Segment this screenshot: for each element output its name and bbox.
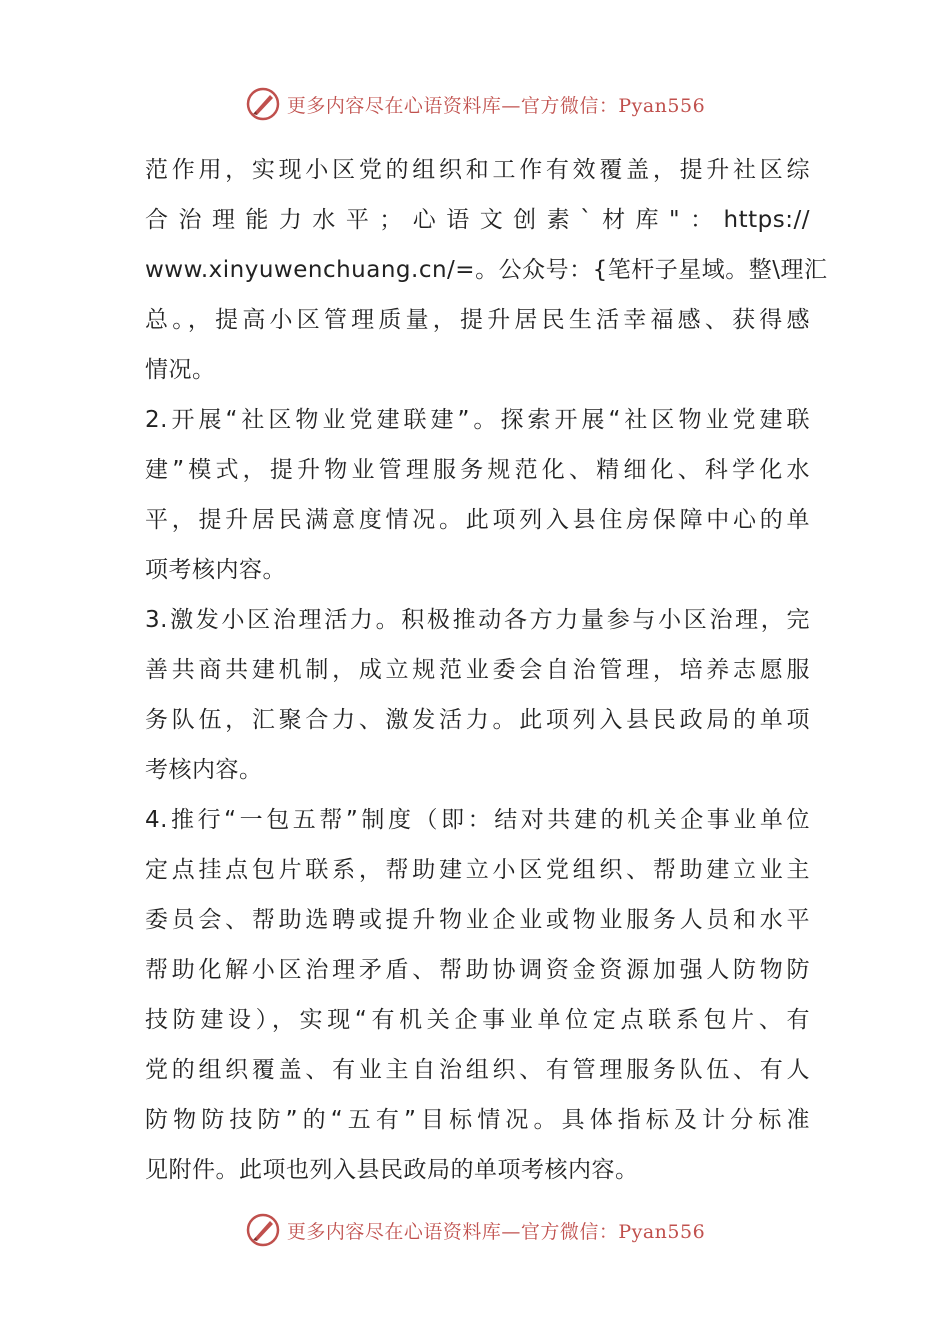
body-line: 定点挂点包片联系，帮助建立小区党组织、帮助建立业主 <box>145 857 810 883</box>
body-line: 4.推行“一包五帮”制度（即：结对共建的机关企事业单位 <box>145 807 810 833</box>
body-line: 平，提升居民满意度情况。此项列入县住房保障中心的单 <box>145 507 810 533</box>
quill-pen-logo-icon <box>245 1212 281 1248</box>
body-line: 党的组织覆盖、有业主自治组织、有管理服务队伍、有人 <box>145 1057 810 1083</box>
body-line: 项考核内容。 <box>145 557 286 583</box>
body-line: 范作用，实现小区党的组织和工作有效覆盖，提升社区综 <box>145 157 810 183</box>
document-body <box>145 145 828 1195</box>
body-line: 考核内容。 <box>145 757 263 783</box>
body-line: 帮助化解小区治理矛盾、帮助协调资金资源加强人防物防 <box>145 957 810 983</box>
body-line: 防物防技防”的“五有”目标情况。具体指标及计分标准 <box>145 1107 810 1133</box>
watermark-text: 更多内容尽在心语资料库—官方微信：Pyan556 <box>286 1220 706 1243</box>
body-line: 见附件。此项也列入县民政局的单项考核内容。 <box>145 1157 639 1183</box>
watermark-text: 更多内容尽在心语资料库—官方微信：Pyan556 <box>286 94 706 117</box>
body-line: 技防建设），实现“有机关企事业单位定点联系包片、有 <box>145 1007 810 1033</box>
body-line: 委员会、帮助选聘或提升物业企业或物业服务人员和水平 <box>145 907 810 933</box>
body-line: 合治理能力水平；心语文创素`材库"：https:// <box>145 207 810 233</box>
body-line: 善共商共建机制，成立规范业委会自治管理，培养志愿服 <box>145 657 810 683</box>
body-line: 务队伍，汇聚合力、激发活力。此项列入县民政局的单项 <box>145 707 810 733</box>
body-line: 总。，提高小区管理质量，提升居民生活幸福感、获得感 <box>145 307 810 333</box>
body-line: 情况。 <box>145 357 216 383</box>
quill-pen-logo-icon <box>245 86 281 122</box>
footer-watermark <box>0 1210 950 1250</box>
body-line: www.xinyuwenchuang.cn/=。公众号：{笔杆子星域。整\理汇 <box>145 257 828 283</box>
body-line: 建”模式，提升物业管理服务规范化、精细化、科学化水 <box>145 457 810 483</box>
body-line: 2.开展“社区物业党建联建”。探索开展“社区物业党建联 <box>145 407 810 433</box>
body-line: 3.激发小区治理活力。积极推动各方力量参与小区治理，完 <box>145 607 810 633</box>
header-watermark <box>0 84 950 124</box>
